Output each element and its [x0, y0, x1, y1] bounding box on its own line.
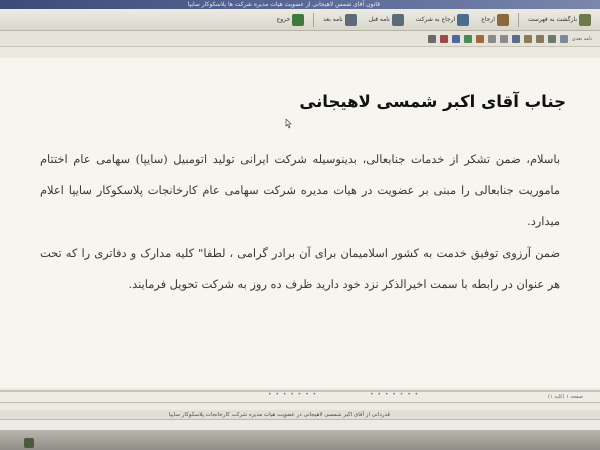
- zoom-in-icon[interactable]: [536, 35, 544, 43]
- exit-icon: [292, 14, 304, 26]
- share-to-company-button[interactable]: [413, 12, 472, 28]
- forward-label: ارجاع: [481, 16, 495, 23]
- pin-icon[interactable]: [440, 35, 448, 43]
- share-icon: [457, 14, 469, 26]
- taskbar: [0, 430, 600, 450]
- next-letter-button[interactable]: [320, 12, 360, 28]
- back-to-list-button[interactable]: [525, 12, 594, 28]
- letter-paragraph-1: باسلام، ضمن تشکر از خدمات جنابعالی، بدینوسیله شرکت ایرانی تولید اتومبیل (سایپا) سهامی عام اختتام ماموریت جنابعالی را مبنی بر عضویت در هیات مدیره شرکت سهامی عام کارخانجات پلاسکوکار سایپا اعلام میدارد.: [40, 152, 560, 228]
- prev-letter-button[interactable]: [366, 12, 407, 28]
- prev-letter-label: نامه قبل: [368, 16, 390, 23]
- main-toolbar: [0, 9, 600, 31]
- forward-button[interactable]: [478, 12, 512, 28]
- status-bar: قدردانی از آقای اکبر شمسی لاهیجانی در عضویت هیات مدیره شرکت کارخانجات پلاسکوکار سایپا: [0, 410, 600, 420]
- forward-icon: [497, 14, 509, 26]
- copy-icon[interactable]: [488, 35, 496, 43]
- text-cursor-icon: [284, 119, 292, 129]
- prev-letter-icon: [392, 14, 404, 26]
- next-letter-hint[interactable]: نامه بعدی: [571, 35, 592, 42]
- exit-button[interactable]: [273, 12, 307, 28]
- refresh-icon[interactable]: [464, 35, 472, 43]
- print-icon[interactable]: [560, 35, 568, 43]
- secondary-toolbar: [0, 31, 600, 47]
- toolbar-separator: [518, 13, 519, 27]
- next-letter-icon: [345, 14, 357, 26]
- page-number: صفحه ۱ (کلیه ۱): [548, 394, 583, 400]
- arrow-icon[interactable]: [428, 35, 436, 43]
- save-icon[interactable]: [548, 35, 556, 43]
- back-to-list-label: بازگشت به فهرست: [527, 16, 577, 23]
- share-to-company-label: ارجاع به شرکت: [415, 16, 456, 23]
- zoom-out-icon[interactable]: [524, 35, 532, 43]
- page-icon[interactable]: [500, 35, 508, 43]
- page-break-marker: • • • • • • •: [370, 391, 420, 398]
- toolbar-separator: [313, 13, 314, 27]
- taskbar-app-icon[interactable]: [24, 438, 34, 448]
- attach-icon[interactable]: [476, 35, 484, 43]
- back-icon: [579, 14, 591, 26]
- next-letter-label: نامه بعد: [323, 16, 343, 23]
- window-title: قانون آقای شمس لاهیجانی از عضویت هیات مدیره شرکت ها پلاسکوکار سایپا: [0, 0, 600, 9]
- letter-paragraph-2: ضمن آرزوی توفیق خدمت به کشور اسلامیمان برای آن برادر گرامی ، لطفا" کلیه مدارک و دفاتری را که تحت هر عنوان در رابطه با سمت اخیرالذکر نزد خود دارید ظرف ده روز به شرکت تحویل فرمایند.: [40, 246, 560, 291]
- search-icon[interactable]: [512, 35, 520, 43]
- page-break-marker: • • • • • • •: [268, 391, 318, 398]
- footer-divider: [0, 402, 600, 408]
- info-icon[interactable]: [452, 35, 460, 43]
- exit-label: خروج: [276, 16, 291, 23]
- document-title: جناب آقای اکبر شمسی لاهیجانی: [299, 92, 566, 111]
